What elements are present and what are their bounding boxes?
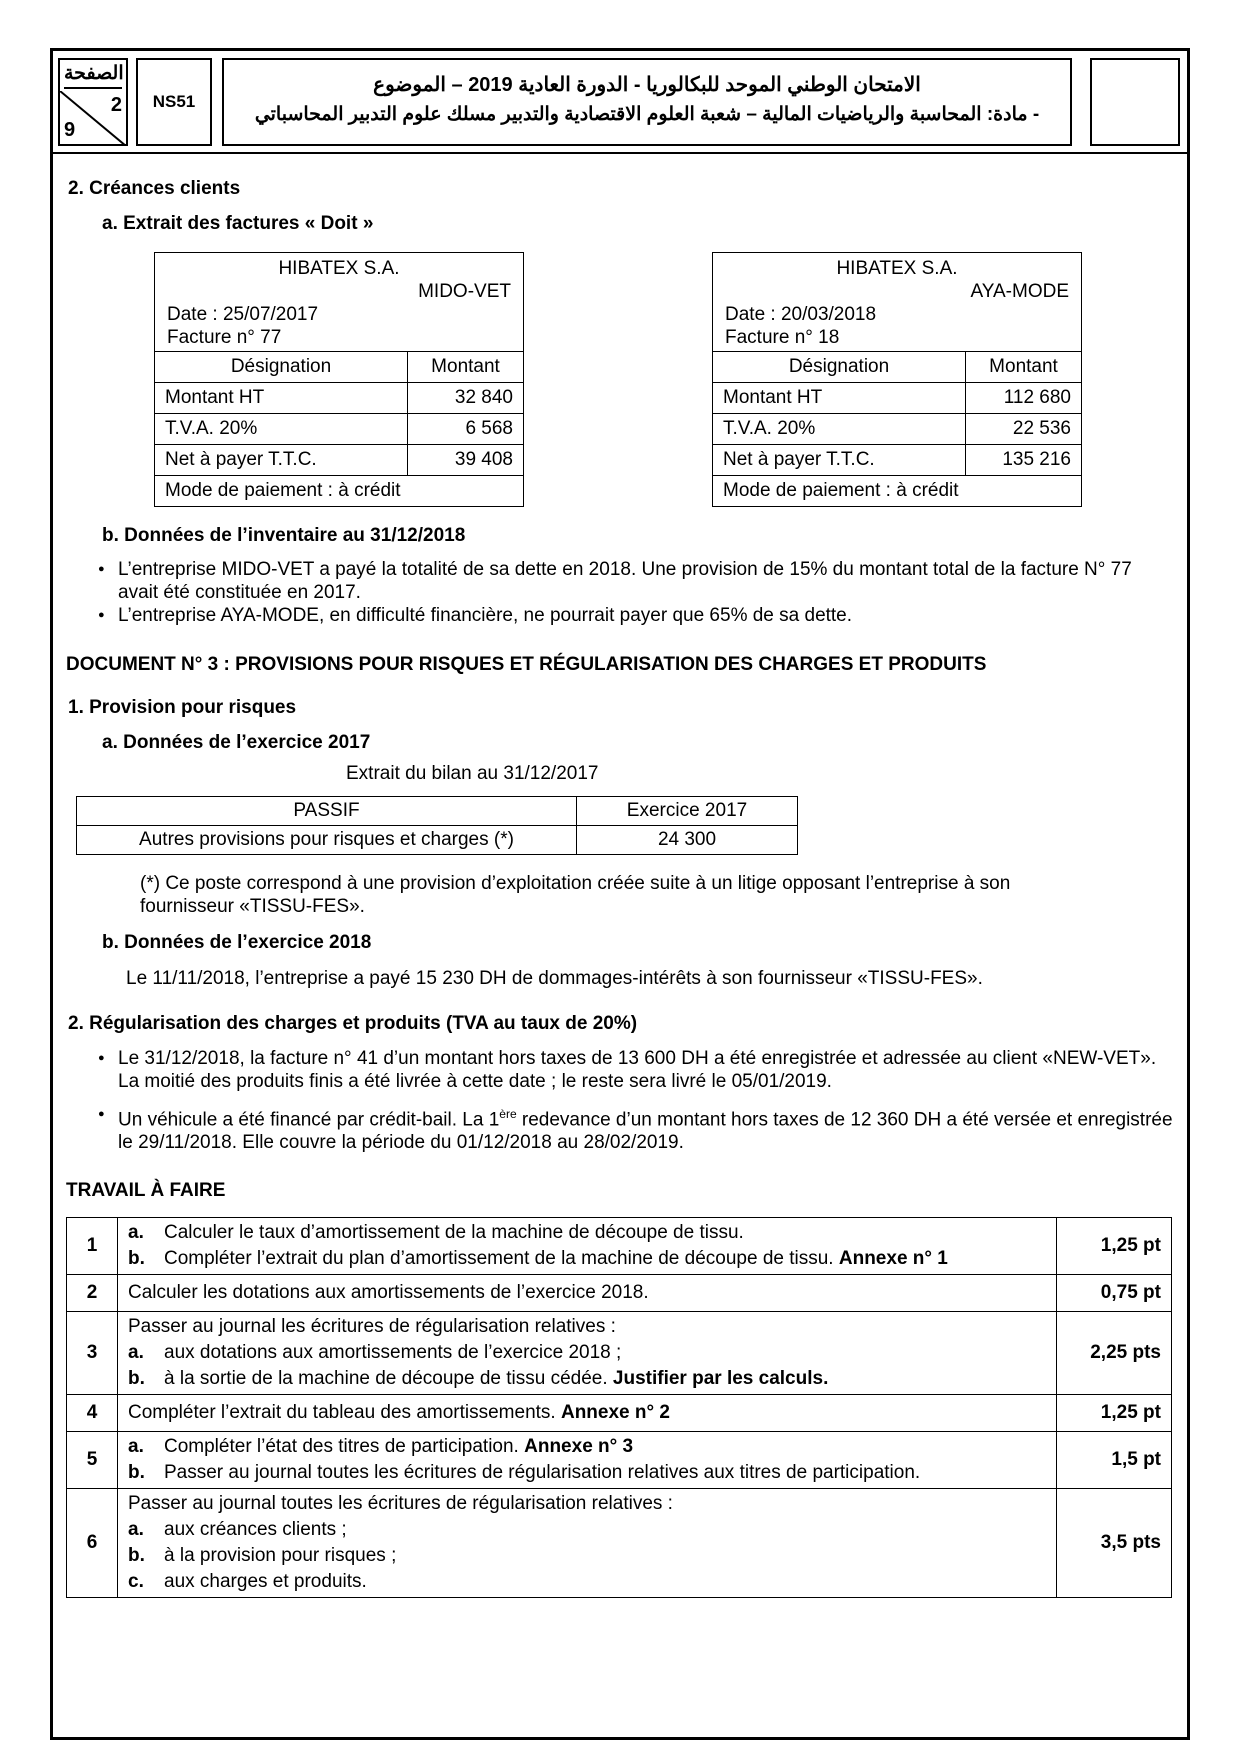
row-value: 32 840 [408,383,524,414]
column-header-designation: Désignation [155,352,408,383]
exam-title-line2: - مادة: المحاسبة والرياضيات المالية – شعبة العلوم الاقتصادية والتدبير مسلك علوم التدبير المحاسباتي [254,104,1040,125]
item-text: aux créances clients ; [164,1519,347,1540]
section-heading-creances: 2. Créances clients [68,178,241,199]
item-intro: Passer au journal les écritures de régularisation relatives : [128,1316,616,1337]
item-text: aux charges et produits. [164,1571,367,1592]
table-row [67,1218,1172,1275]
question-number: 6 [67,1489,118,1598]
item-label: a. [128,1519,144,1540]
row-label: T.V.A. 20% [155,414,408,445]
table-row [155,445,524,476]
table-row [67,1312,1172,1395]
item-label: b. [128,1248,145,1269]
annex-ref: Annexe n° 2 [560,1402,670,1423]
row-value: 22 536 [966,414,1082,445]
table-row [67,1489,1172,1598]
question-number: 5 [67,1432,118,1489]
item-text: Passer au journal toutes les écritures de régularisation relatives aux titres de participation. [164,1462,921,1483]
page-number-box [58,58,128,146]
question-text: Calculer les dotations aux amortissements de l’exercice 2018. [118,1275,1057,1312]
row-value: 24 300 [577,826,798,855]
item-text: aux dotations aux amortissements de l’exercice 2018 ; [164,1342,622,1363]
exercice-2018-text: Le 11/11/2018, l’entreprise a payé 15 230 DH de dommages-intérêts à son fournisseur «TISSU-FES». [126,968,983,989]
page-label: الصفحة [64,62,122,89]
header-separator [50,152,1190,154]
item-label: a. [128,1436,144,1457]
question-points: 1,25 pt [1057,1395,1172,1432]
subheading-inventaire: b. Données de l’inventaire au 31/12/2018 [102,525,466,546]
exam-title-line1: الامتحان الوطني الموحد للبكالوريا - الدورة العادية 2019 – الموضوع [373,74,921,96]
row-value: 39 408 [408,445,524,476]
question-number: 2 [67,1275,118,1312]
question-points: 1,25 pt [1057,1218,1172,1275]
subheading-factures: a. Extrait des factures « Doit » [102,213,374,234]
inventaire-bullets [96,558,1176,627]
total-pages: 9 [64,119,76,141]
item-text: à la sortie de la machine de découpe de tissu cédée. [164,1368,613,1389]
row-label: Net à payer T.T.C. [713,445,966,476]
item-text: Compléter l’extrait du plan d’amortissement de la machine de découpe de tissu. [164,1248,839,1269]
invoice-header [713,253,1082,352]
justify-note: Justifier par les calculs. [612,1368,829,1389]
invoice-number: Facture n° 77 [167,327,282,348]
table-row [713,383,1082,414]
payment-mode: Mode de paiement : à crédit [155,476,524,507]
bilan-table [76,796,798,855]
item-label: b. [128,1368,145,1389]
superscript: ère [499,1107,517,1121]
question-number: 4 [67,1395,118,1432]
table-row [67,1275,1172,1312]
question-text [118,1312,1057,1395]
annex-ref: Annexe n° 1 [838,1248,948,1269]
bilan-caption: Extrait du bilan au 31/12/2017 [346,763,599,784]
list-item [96,1103,1176,1154]
table-row [713,445,1082,476]
question-text [118,1395,1057,1432]
item-label: c. [128,1571,144,1592]
exam-code: NS51 [136,58,212,146]
question-number: 3 [67,1312,118,1395]
travail-table [66,1217,1172,1598]
column-header-exercice: Exercice 2017 [577,797,798,826]
column-header-passif: PASSIF [77,797,577,826]
question-text [118,1489,1057,1598]
table-row [155,414,524,445]
regularisation-bullets [96,1047,1176,1154]
blank-box [1090,58,1180,146]
column-header-montant: Montant [408,352,524,383]
item-label: a. [128,1342,144,1363]
column-header-montant: Montant [966,352,1082,383]
list-item: ● Le 31/12/2018, la facture n° 41 d’un montant hors taxes de 13 600 DH a été enregistrée et adressée au client «NEW-VET». La moitié des produits finis a été livrée à cette date ; le reste sera livré le 05/01/2019. [96,1047,1176,1093]
row-label: Montant HT [155,383,408,414]
bullet-text: Un véhicule a été financé par crédit-bail. La 1 [118,1109,500,1131]
row-label: T.V.A. 20% [713,414,966,445]
invoice-date: Date : 20/03/2018 [725,304,877,325]
row-value: 6 568 [408,414,524,445]
payment-mode: Mode de paiement : à crédit [713,476,1082,507]
item-text: à la provision pour risques ; [164,1545,397,1566]
item-text: Compléter l’extrait du tableau des amortissements. [128,1402,561,1423]
question-points: 2,25 pts [1057,1312,1172,1395]
invoice-table-aya-mode [712,252,1082,507]
row-label: Montant HT [713,383,966,414]
row-label: Net à payer T.T.C. [155,445,408,476]
table-row [155,383,524,414]
item-text: Compléter l’état des titres de participation. [164,1436,525,1457]
item-intro: Passer au journal toutes les écritures de régularisation relatives : [128,1493,673,1514]
invoice-header [155,253,524,352]
question-points: 1,5 pt [1057,1432,1172,1489]
invoice-company: HIBATEX S.A. [278,258,400,279]
list-item: ● L’entreprise AYA-MODE, en difficulté financière, ne pourrait payer que 65% de sa dette. [96,604,1176,627]
question-points: 0,75 pt [1057,1275,1172,1312]
bilan-note: (*) Ce poste correspond à une provision d’exploitation créée suite à un litige opposant l’entreprise à son fournisseur «TISSU-FES». [140,873,1011,917]
table-row [67,1432,1172,1489]
invoice-table-mido-vet [154,252,524,507]
item-label: a. [128,1222,144,1243]
column-header-designation: Désignation [713,352,966,383]
subheading-exercice-2017: a. Données de l’exercice 2017 [102,732,371,753]
table-row [77,826,798,855]
travail-heading: TRAVAIL À FAIRE [66,1180,226,1201]
invoice-client: AYA-MODE [970,281,1069,302]
row-value: 112 680 [966,383,1082,414]
invoice-date: Date : 25/07/2017 [167,304,319,325]
exam-title-box [222,58,1072,146]
section-heading-regularisation: 2. Régularisation des charges et produits (TVA au taux de 20%) [68,1013,638,1034]
annex-ref: Annexe n° 3 [524,1436,634,1457]
document-3-title: DOCUMENT N° 3 : PROVISIONS POUR RISQUES ET RÉGULARISATION DES CHARGES ET PRODUITS [66,654,987,675]
table-row [67,1395,1172,1432]
item-text: Calculer le taux d’amortissement de la machine de découpe de tissu. [164,1222,744,1243]
invoice-number: Facture n° 18 [725,327,840,348]
subheading-exercice-2018: b. Données de l’exercice 2018 [102,932,372,953]
section-heading-provision: 1. Provision pour risques [68,697,297,718]
question-text [118,1218,1057,1275]
question-text [118,1432,1057,1489]
item-label: b. [128,1462,145,1483]
table-row [713,414,1082,445]
item-label: b. [128,1545,145,1566]
bullet-text: redevance d’un montant hors taxes de 12 360 DH a été versée et enregistrée le 29/11/2018. Elle couvre la période du 01/12/2018 au 28/02/2019. [118,1109,1173,1154]
row-value: 135 216 [966,445,1082,476]
question-points: 3,5 pts [1057,1489,1172,1598]
question-number: 1 [67,1218,118,1275]
invoice-company: HIBATEX S.A. [836,258,958,279]
row-label: Autres provisions pour risques et charges (*) [77,826,577,855]
page-number: 2 [110,94,122,116]
list-item: ● L’entreprise MIDO-VET a payé la totalité de sa dette en 2018. Une provision de 15% du montant total de la facture N° 77 avait été constituée en 2017. [96,558,1176,604]
invoice-client: MIDO-VET [418,281,511,302]
